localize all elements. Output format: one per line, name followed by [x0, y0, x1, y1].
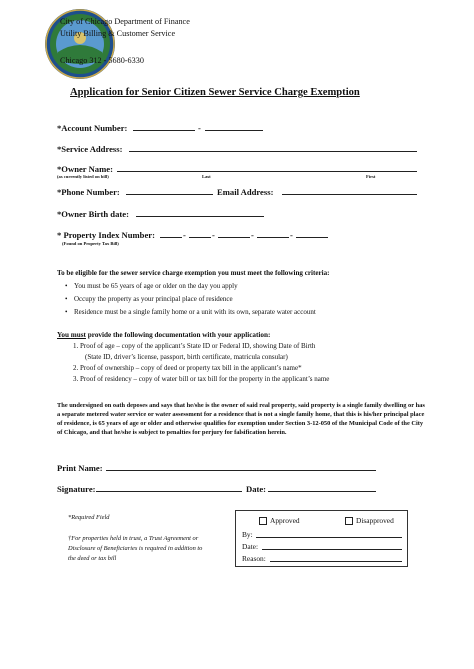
documentation-heading-emphasis: You must	[57, 331, 86, 339]
documentation-item-continuation: (State ID, driver’s license, passport, birth certificate, matricula consular)	[85, 353, 288, 361]
owner-name-label: *Owner Name:	[57, 164, 113, 174]
signature-field[interactable]	[96, 491, 242, 492]
print-name-label: Print Name:	[57, 463, 103, 473]
approved-checkbox[interactable]	[259, 517, 267, 525]
office-date-label: Date:	[242, 542, 259, 551]
birth-date-field[interactable]	[136, 216, 264, 217]
first-name-caption: First	[366, 174, 376, 179]
signature-date-field[interactable]	[268, 491, 376, 492]
account-number-field-2[interactable]	[205, 130, 263, 131]
pin-dash-3: -	[251, 230, 254, 240]
property-index-number-label: * Property Index Number:	[57, 230, 155, 240]
documentation-item: 3. Proof of residency – copy of water bill or tax bill for the property in the applicant’s name	[73, 375, 330, 383]
reason-field[interactable]	[270, 561, 402, 562]
email-address-label: Email Address:	[217, 187, 274, 197]
pin-dash-1: -	[183, 230, 186, 240]
last-name-caption: Last	[202, 174, 211, 179]
signature-label: Signature:	[57, 484, 96, 494]
header-phone: Chicago 312 - 5680-6330	[60, 56, 144, 65]
account-number-field-1[interactable]	[133, 130, 195, 131]
required-field-note: *Required Field	[68, 514, 110, 521]
email-address-field[interactable]	[282, 194, 417, 195]
service-address-label: *Service Address:	[57, 144, 123, 154]
by-label: By:	[242, 530, 253, 539]
approved-label: Approved	[270, 516, 300, 525]
reason-label: Reason:	[242, 554, 266, 563]
disapproved-label: Disapproved	[356, 516, 394, 525]
account-number-dash: -	[198, 123, 201, 133]
owner-name-field[interactable]	[117, 171, 417, 172]
documentation-heading	[57, 331, 270, 339]
pin-field-5[interactable]	[296, 237, 328, 238]
pin-field-2[interactable]	[189, 237, 211, 238]
header-department: City of Chicago Department of Finance	[60, 17, 190, 26]
documentation-item: 2. Proof of ownership – copy of deed or property tax bill in the applicant’s name*	[73, 364, 302, 372]
print-name-field[interactable]	[106, 470, 376, 471]
pin-field-3[interactable]	[218, 237, 250, 238]
header-division: Utility Billing & Customer Service	[60, 29, 176, 38]
office-date-field[interactable]	[262, 549, 402, 550]
criteria-item: • Occupy the property as your principal place of residence	[74, 295, 233, 303]
pin-note: (Found on Property Tax Bill)	[62, 241, 119, 246]
trust-note-line: the deed or tax bill	[68, 555, 117, 562]
phone-number-label: *Phone Number:	[57, 187, 120, 197]
birth-date-label: *Owner Birth date:	[57, 209, 129, 219]
pin-field-4[interactable]	[257, 237, 289, 238]
criteria-item: • Residence must be a single family home or a unit with its own, separate water account	[74, 308, 316, 316]
documentation-item: 1. Proof of age – copy of the applicant’s State ID or Federal ID, showing Date of Birth	[73, 342, 316, 350]
signature-date-label: Date:	[246, 484, 267, 494]
trust-note-line: Disclosure of Beneficiaries is required in addition to	[68, 545, 203, 552]
service-address-field[interactable]	[129, 151, 417, 152]
disapproved-checkbox[interactable]	[345, 517, 353, 525]
documentation-heading-rest: provide the following documentation with your application:	[85, 331, 271, 339]
owner-name-note: (as currently listed on bill)	[57, 174, 109, 179]
phone-number-field[interactable]	[126, 194, 213, 195]
criteria-item: • You must be 65 years of age or older on the day you apply	[74, 282, 238, 290]
pin-field-1[interactable]	[160, 237, 182, 238]
pin-dash-2: -	[212, 230, 215, 240]
pin-dash-4: -	[290, 230, 293, 240]
trust-note-line: †For properties held in trust, a Trust Agreement or	[68, 535, 199, 542]
account-number-label: *Account Number:	[57, 123, 128, 133]
page-title: Application for Senior Citizen Sewer Service Charge Exemption	[70, 87, 360, 98]
criteria-heading: To be eligible for the sewer service charge exemption you must meet the following criteria:	[57, 269, 330, 277]
by-field[interactable]	[256, 537, 402, 538]
oath-statement: The undersigned on oath deposes and says that he/she is the owner of said real property, said property is a single family dwelling or has a separate metered water service or water assessment for a residence that is not a single family home, that this is his/her principal place of residence, is 65 years of age or older and otherwise qualifies for exemption under Section 3-12-050 of the Municipal Code of the City of Chicago, and that he/she is subject to penalties for perjury for falsification herein.	[57, 402, 425, 436]
